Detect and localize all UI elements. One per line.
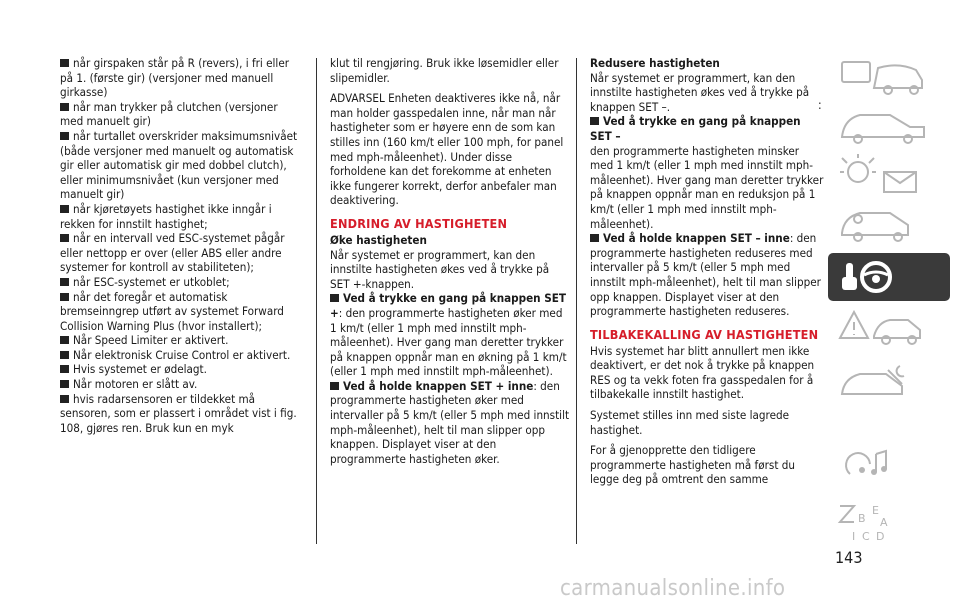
svg-text:I: I xyxy=(852,530,856,543)
list-item: Ved å trykke en gang på knappen SET +: den programmerte hastigheten øker med 1 km/t (eller 1 mph med innstilt mph-måleenhet). Hver gang man deretter trykker på knappen oppnår man en økning på 1 km/t (eller 1 mph med innstilt mph-måleenhet). xyxy=(330,291,567,379)
bullet-icon xyxy=(60,380,69,388)
bullet-icon xyxy=(60,293,69,301)
list-item: når ESC-systemet er utkoblet; xyxy=(60,275,300,290)
list-item: hvis radarsensoren er tildekket må sensoren, som er plassert i området vist i fig. 108, gjøres ren. Bruk kun en myk xyxy=(60,391,297,435)
paragraph: Hvis systemet har blitt annullert men ikke deaktivert, er det nok å trykke på knappen RES og ta vekk foten fra gasspedalen for å tilbakekalle innstilt hastighet. xyxy=(590,343,815,402)
tab-steering-key-active[interactable] xyxy=(828,253,950,301)
car-wrench-icon xyxy=(828,360,950,408)
paragraph: klut til rengjøring. Bruk ikke løsemidler eller slipemidler. xyxy=(330,56,559,85)
tab-alphabet-index[interactable] xyxy=(828,500,950,548)
section-heading: ENDRING AV HASTIGHETEN xyxy=(330,215,508,231)
subheading: Øke hastigheten xyxy=(330,232,427,247)
svg-text:C: C xyxy=(862,530,870,543)
list-item: når det foregår et automatisk bremseinngrep utført av systemet Forward Collision Warning Plus (hvor installert); xyxy=(60,289,284,333)
tab-light-message[interactable] xyxy=(828,152,950,200)
column-2 xyxy=(330,56,570,466)
car-safety-icon xyxy=(828,201,950,249)
media-icon xyxy=(828,440,950,488)
column-1 xyxy=(60,56,300,435)
warning-paragraph: ADVARSEL Enheten deaktiveres ikke nå, når man holder gasspedalen inne, når man når hastigheter som er høyere enn de som kan stilles inn (160 km/t eller 100 mph, for panel med mph-måleenhet). Under disse forholdene kan det forekomme at enheten ikke fungerer korrekt, derfor anbefaler man deaktivering. xyxy=(330,91,564,208)
paragraph: Systemet stilles inn med siste lagrede hastighet. xyxy=(590,408,790,437)
column-divider xyxy=(576,58,577,544)
paragraph: For å gjenopprette den tidligere programmerte hastigheten må først du legge deg på omtrent den samme xyxy=(590,443,795,487)
bullet-icon xyxy=(590,117,599,125)
tab-car-wrench[interactable] xyxy=(828,360,950,408)
tab-media[interactable] xyxy=(828,440,950,488)
tab-warning-car[interactable] xyxy=(828,304,950,352)
watermark: carmanualsonline.info xyxy=(560,576,786,601)
bullet-icon xyxy=(60,103,69,111)
car-info-icon xyxy=(828,54,950,102)
tab-car-safety[interactable] xyxy=(828,201,950,249)
page-number: 143 xyxy=(835,548,863,567)
list-item: Når Speed Limiter er aktivert. xyxy=(60,333,300,348)
car-door-icon xyxy=(828,103,950,151)
list-item: når kjøretøyets hastighet ikke inngår i rekken for innstilt hastighet; xyxy=(60,201,272,231)
tab-car-info[interactable] xyxy=(828,54,950,102)
bullet-icon xyxy=(60,132,69,140)
bullet-icon xyxy=(60,351,69,359)
list-item: når en intervall ved ESC-systemet pågår eller nettopp er over (eller ABS eller andre systemer for kontroll av stabiliteten); xyxy=(60,231,285,275)
bullet-icon xyxy=(60,205,69,213)
svg-text:B: B xyxy=(858,512,866,525)
svg-text:D: D xyxy=(876,530,885,543)
paragraph: Når systemet er programmert, kan den innstilte hastigheten økes ved å trykke på SET +-knappen. xyxy=(330,247,550,291)
bullet-icon xyxy=(60,365,69,373)
tab-car-door[interactable] xyxy=(828,103,950,151)
svg-text:E: E xyxy=(872,504,879,517)
list-item: Når elektronisk Cruise Control er aktivert. xyxy=(60,348,300,363)
bullet-icon xyxy=(60,278,69,286)
list-item: Ved å holde knappen SET – inne: den programmerte hastigheten reduseres med intervaller på 5 km/t (eller 5 mph med innstilt mph-måleenhet), helt til man slipper opp knappen. Displayet viser at den programmerte hastigheten reduseres. xyxy=(590,231,821,319)
bullet-icon xyxy=(60,59,69,67)
list-item: når girspaken står på R (revers), i fri eller på 1. (første gir) (versjoner med manuell girkasse) xyxy=(60,56,290,100)
section-heading: TILBAKEKALLING AV HASTIGHETEN xyxy=(590,326,819,342)
bullet-icon xyxy=(60,336,69,344)
column-3 xyxy=(590,56,824,487)
alphabet-index-icon xyxy=(828,500,950,548)
bullet-icon xyxy=(330,294,339,302)
list-item: Hvis systemet er ødelagt. xyxy=(60,362,300,377)
svg-text:A: A xyxy=(880,516,888,529)
column-divider xyxy=(316,58,317,544)
list-item: Ved å trykke en gang på knappen SET – den programmerte hastigheten minsker med 1 km/t (eller 1 mph med innstilt mph-måleenhet). Hver gang man deretter trykker på knappen oppnår man en reduksjon på 1 km/t (eller 1 mph med innstilt mph-måleenhet). xyxy=(590,114,824,231)
steering-key-icon xyxy=(828,253,950,301)
stray-mark: : xyxy=(818,98,822,112)
warning-car-icon xyxy=(828,304,950,352)
list-item: når turtallet overskrider maksimumsnivået (både versjoner med manuelt og automatisk gir eller automatisk gir med dobbel clutch), eller minimumsnivået (kun versjoner med manuelt gir) xyxy=(60,128,298,202)
list-item: Når motoren er slått av. xyxy=(60,377,300,392)
light-message-icon xyxy=(828,152,950,200)
list-item: Ved å holde knappen SET + inne: den programmerte hastigheten øker med intervaller på 5 km/t (eller 5 mph med innstilt mph-måleenhet), helt til man slipper opp knappen. Displayet viser at den programmerte hastigheten øker. xyxy=(330,378,570,466)
bullet-icon xyxy=(590,234,599,242)
list-item: når man trykker på clutchen (versjoner med manuelt gir) xyxy=(60,99,278,129)
bullet-icon xyxy=(330,382,339,390)
subheading: Redusere hastigheten xyxy=(590,56,720,70)
bullet-icon xyxy=(60,234,69,242)
bullet-icon xyxy=(60,395,69,403)
paragraph: Når systemet er programmert, kan den innstilte hastigheten økes ved å trykke på knappen SET –. xyxy=(590,70,810,114)
